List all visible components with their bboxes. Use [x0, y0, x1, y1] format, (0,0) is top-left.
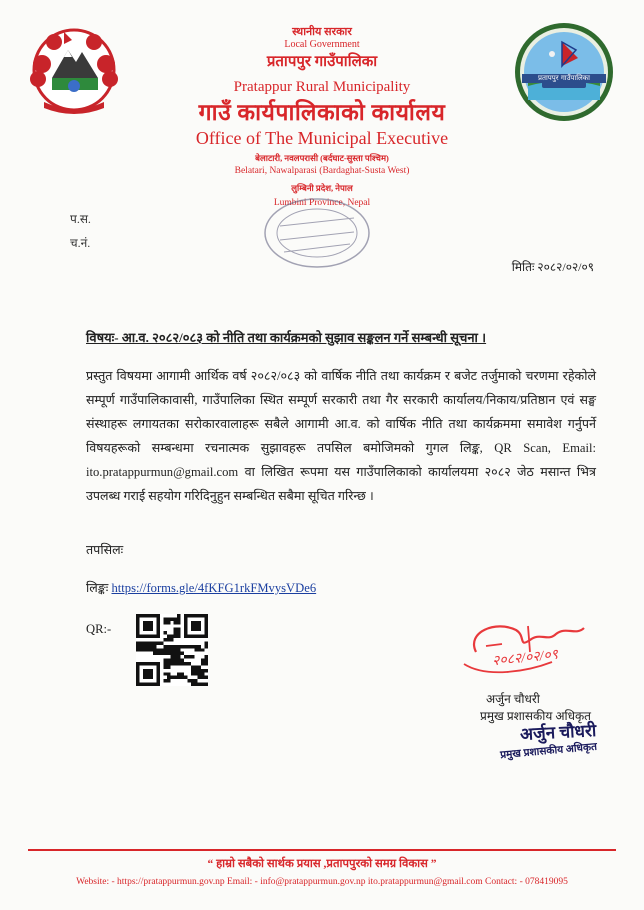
title-stamp: प्रमुख प्रशासकीय अधिकृत — [499, 741, 598, 762]
email-link[interactable]: ito.pratappurmun@gmail.com — [86, 465, 239, 479]
signature-date: २०८२/०२/०९ — [491, 647, 559, 670]
office-stamp — [262, 196, 372, 270]
municipality-logo-text: प्रतापपुर गाउँपालिका — [522, 74, 606, 83]
chn-label: च.नं. — [70, 236, 91, 250]
address-en: Belatari, Nawalparasi (Bardaghat-Susta West) — [234, 166, 410, 176]
qr-code — [136, 614, 208, 686]
signer-name: अर्जुन चौधरी — [486, 692, 540, 706]
province-np: लुम्बिनी प्रदेश, नेपाल — [291, 183, 353, 193]
ps-label: प.स. — [70, 212, 91, 226]
province-en: Lumbini Province, Nepal — [273, 198, 371, 208]
address-np: बेलाटारी, नवलपरासी (बर्दघाट-सुस्ता पश्चिम) — [255, 153, 389, 163]
name-stamp: अर्जुन चौधरी — [519, 721, 597, 744]
google-form-link[interactable]: https://forms.gle/4fKFG1rkFMvysVDe6 — [111, 581, 317, 595]
nepal-emblem-logo — [24, 24, 124, 120]
link-label: लिङ्कः — [86, 581, 109, 595]
link-row — [86, 579, 316, 596]
local-government-np: स्थानीय सरकार — [292, 26, 352, 38]
footer-divider — [28, 849, 616, 851]
body-part1: प्रस्तुत विषयमा आगामी आर्थिक वर्ष २०८२/०८३ को वार्षिक नीति तथा कार्यक्रम र बजेट तर्जुमाको चरणमा रहेकोले सम्पूर्ण गाउँपालिकावासी, गाउँपालिका स्थित सम्पूर्ण सरकारी तथा गैर सरकारी कार्यालय/निकाय/प्रतिष्ठान एवं सङ्घ संस्थाहरू लगायतका सरोकारवालाहरू सबैले आगामी आ.व. को वार्षिक नीति तथा कार्यक्रममा समावेश गर्नुपर्ने विषयहरूको सम्बन्धमा रचनात्मक सुझावहरू तपसिल बमोजिमको गुगल लिङ्क, QR Scan, Email: — [86, 369, 596, 455]
footer-contact: Website: - https://pratappurmun.gov.np Email: - info@pratappurmun.gov.np ito.pratappurmun@gmail.com Contact: - 078419095 — [76, 877, 568, 887]
office-name-np: गाउँ कार्यपालिकाको कार्यालय — [198, 100, 446, 125]
body-part2: वा लिखित रूपमा यस गाउँपालिकाको कार्यालयमा २०८२ जेठ मसान्त भित्र उपलब्ध गराई सहयोग गरिदिनुहुन सम्बन्धित सबैमा सूचित गरिन्छ । — [86, 465, 596, 503]
signer-title: प्रमुख प्रशासकीय अधिकृत — [480, 709, 592, 723]
municipality-logo — [512, 20, 616, 124]
municipality-name-en: Pratappur Rural Municipality — [233, 79, 411, 95]
local-government-en: Local Government — [284, 39, 360, 50]
office-name-en: Office of The Municipal Executive — [195, 128, 449, 148]
subject-line: विषयः- आ.व. २०८२/०८३ को नीति तथा कार्यक्रमको सुझाव सङ्कलन गर्ने सम्बन्धी सूचना । — [86, 330, 487, 345]
footer-slogan: “ हाम्रो सबैको सार्थक प्रयास ,प्रतापपुरको समग्र विकास ” — [207, 858, 437, 870]
qr-label: QR:- — [86, 622, 112, 636]
tapasil-label: तपसिलः — [86, 543, 124, 557]
letter-date: मितिः २०८२/०२/०९ — [511, 260, 594, 274]
municipality-name-np: प्रतापपुर गाउँपालिका — [266, 54, 378, 70]
notice-body — [86, 364, 596, 508]
